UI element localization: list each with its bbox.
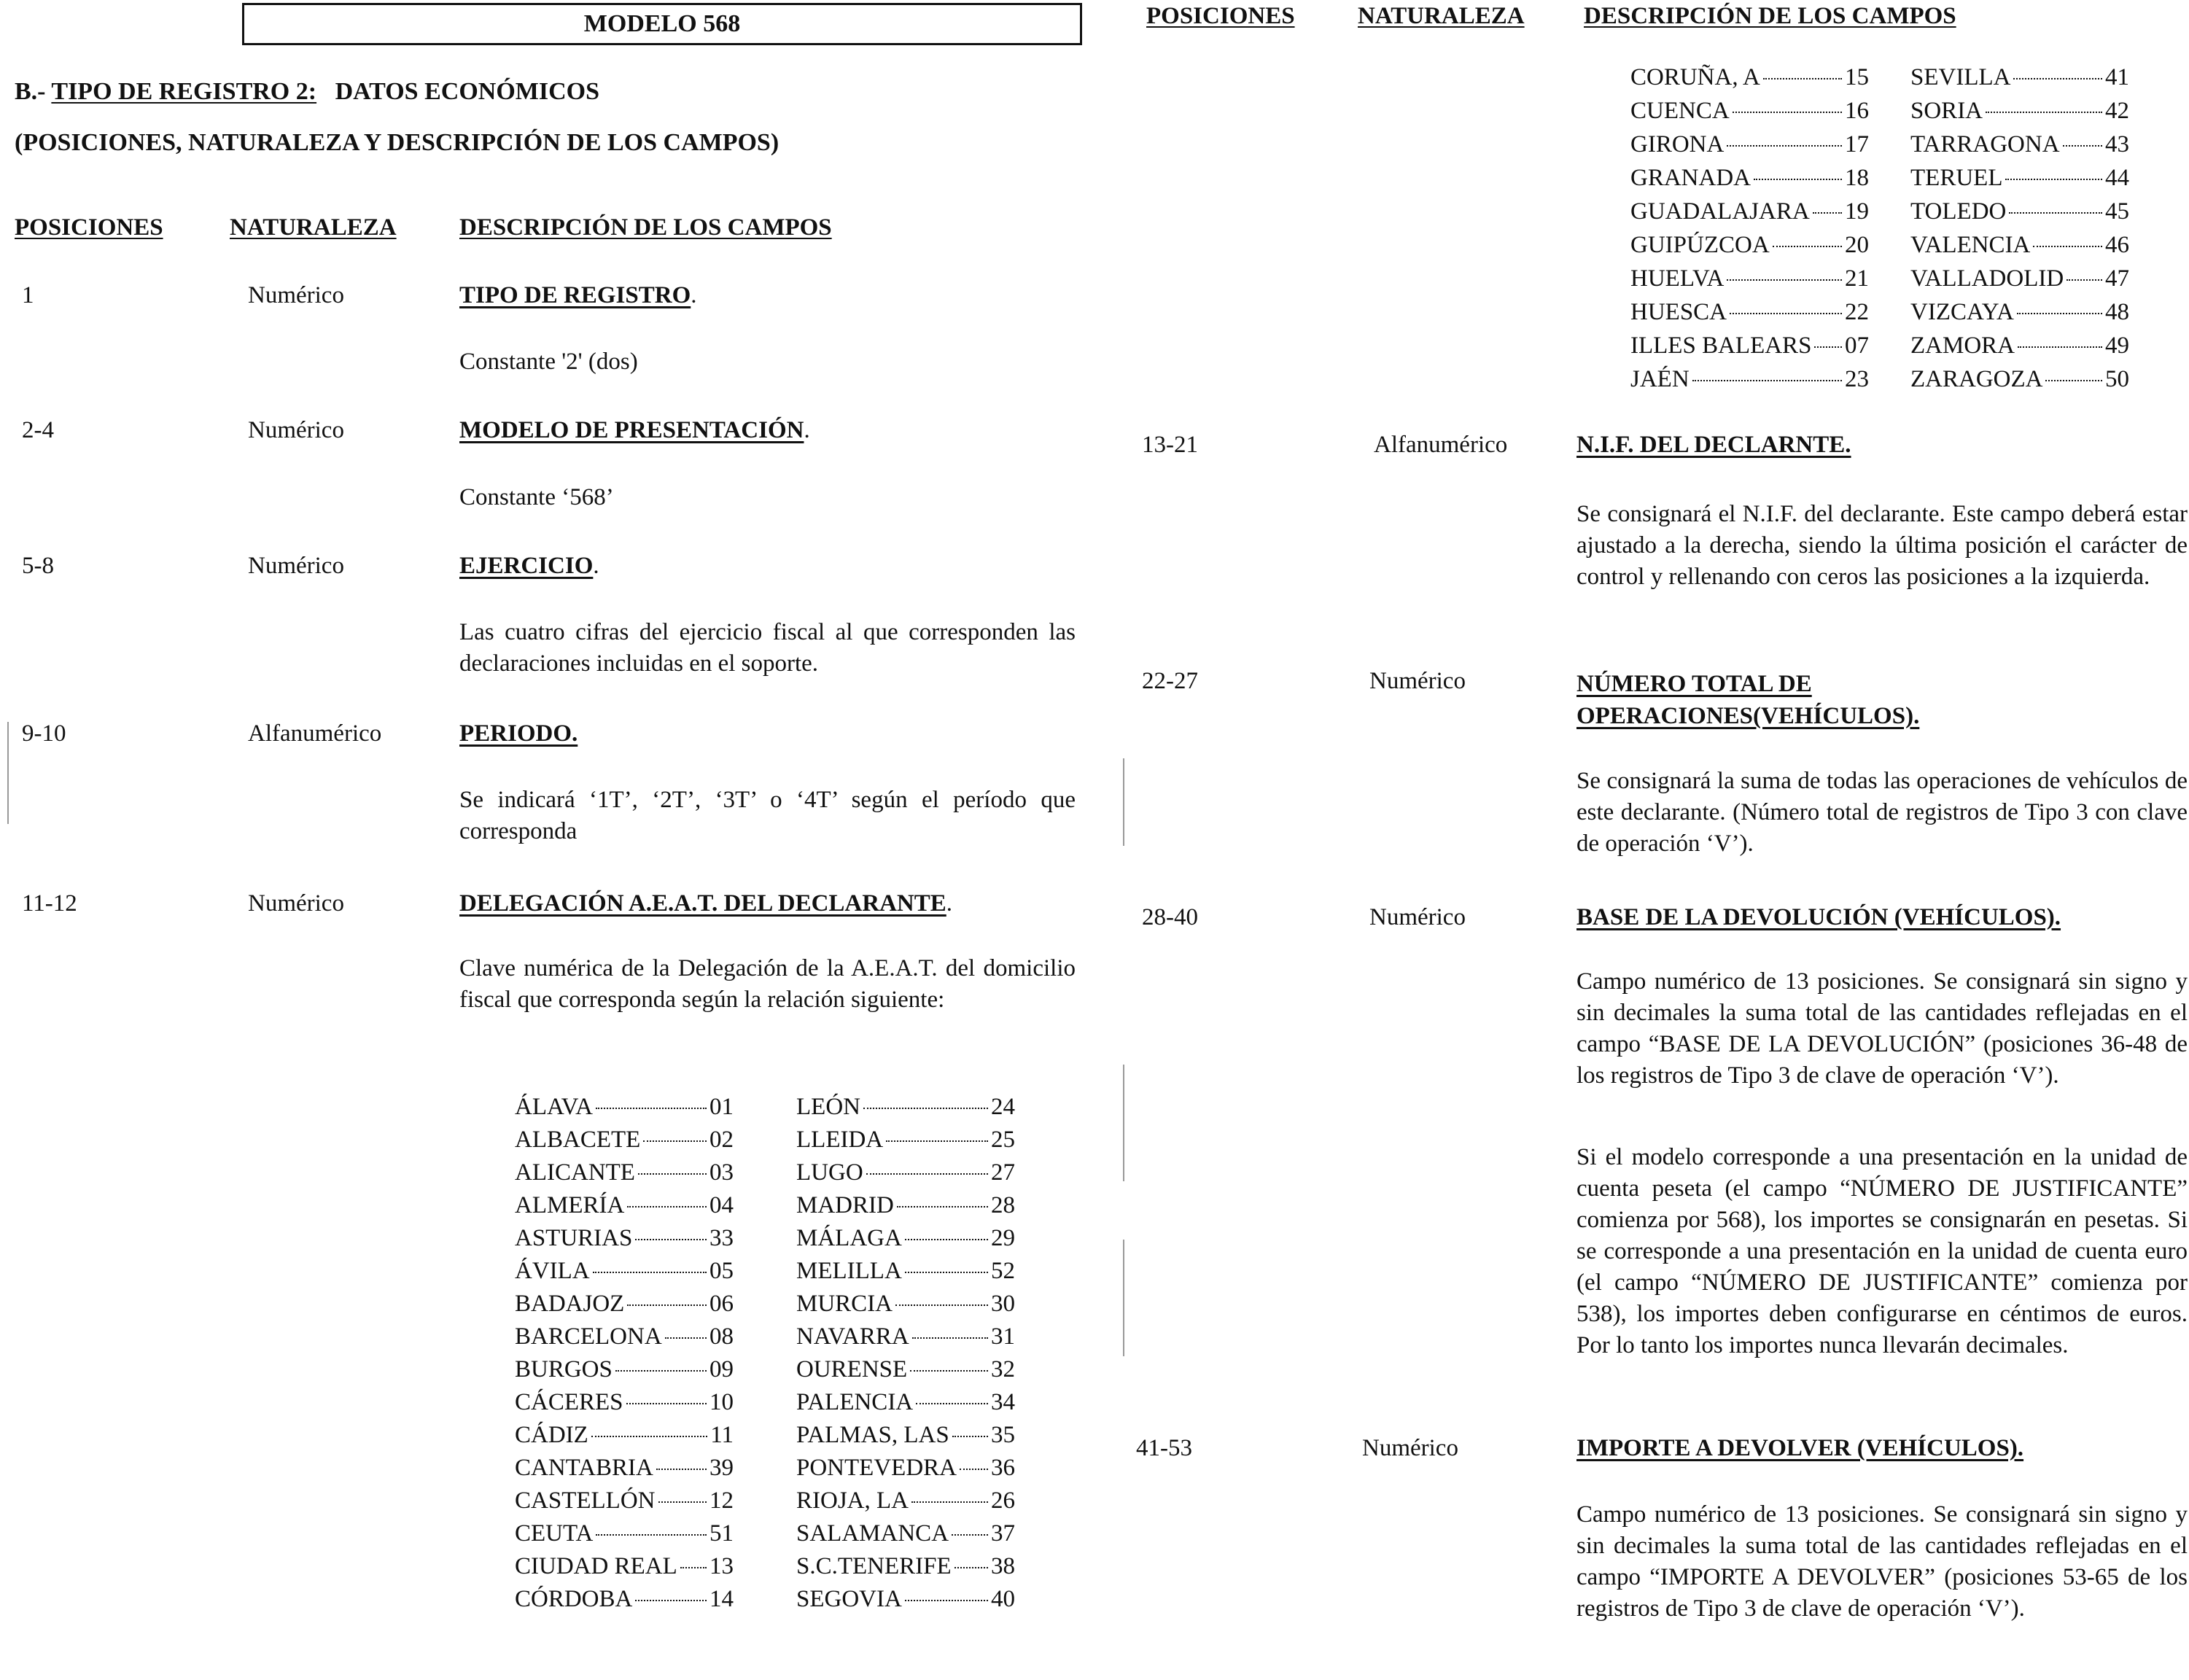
province-code: 50 <box>2105 366 2129 392</box>
province-name: ÁVILA <box>515 1258 590 1284</box>
dot-leader <box>1773 246 1842 247</box>
province-entry <box>1910 165 2129 198</box>
province-entry <box>796 1553 1015 1586</box>
province-name: S.C.TENERIFE <box>796 1553 952 1579</box>
province-entry <box>515 1586 734 1619</box>
dot-leader <box>658 1501 707 1503</box>
province-name: ZAMORA <box>1910 332 2015 359</box>
field-5-pos: 11-12 <box>22 890 77 917</box>
province-code: 13 <box>709 1553 734 1579</box>
province-entry <box>1630 198 1869 232</box>
province-entry <box>796 1258 1015 1291</box>
province-code: 36 <box>991 1455 1015 1481</box>
province-entry <box>515 1422 734 1455</box>
province-name: ÁLAVA <box>515 1094 593 1120</box>
province-entry <box>1630 332 1869 366</box>
field-8-pos: 28-40 <box>1142 904 1198 930</box>
province-code: 38 <box>991 1553 1015 1579</box>
province-code: 30 <box>991 1291 1015 1317</box>
dot-leader <box>2005 179 2102 180</box>
field-3-pos: 5-8 <box>22 553 54 579</box>
province-name: CÁDIZ <box>515 1422 588 1448</box>
field-7-pos: 22-27 <box>1142 668 1198 694</box>
section-name: TIPO DE REGISTRO 2: <box>51 78 317 105</box>
field-6-title-text: N.I.F. DEL DECLARNTE. <box>1576 432 1851 458</box>
province-code: 16 <box>1845 98 1869 124</box>
province-name: GUIPÚZCOA <box>1630 232 1770 258</box>
province-entry <box>796 1159 1015 1192</box>
province-name: CEUTA <box>515 1520 594 1547</box>
field-7-title-text: NÚMERO TOTAL DE OPERACIONES(VEHÍCULOS). <box>1576 671 1920 729</box>
province-name: PALMAS, LAS <box>796 1422 949 1448</box>
field-8-nat: Numérico <box>1369 904 1466 930</box>
province-entry <box>1910 366 2129 400</box>
province-name: BADAJOZ <box>515 1291 625 1317</box>
dot-leader <box>2063 145 2102 147</box>
province-entry <box>796 1389 1015 1422</box>
dot-leader <box>1733 112 1842 113</box>
province-name: CANTABRIA <box>515 1455 653 1481</box>
field-3-nat: Numérico <box>248 553 344 579</box>
province-name: MURCIA <box>796 1291 893 1317</box>
section-suffix: DATOS ECONÓMICOS <box>335 78 599 105</box>
province-entry <box>1630 98 1869 131</box>
province-entry <box>1910 64 2129 98</box>
field-4-desc: Se indicará ‘1T’, ‘2T’, ‘3T’ o ‘4T’ según el período que corresponda <box>459 787 1076 844</box>
province-name: CORUÑA, A <box>1630 64 1760 90</box>
field-8-desc2: Si el modelo corresponde a una presentación en la unidad de cuenta peseta (el campo “NÚMERO DE JUSTIFICANTE” comienza por 568), los importes se consignarán en pesetas. Si se corresponde a una presentación en la unidad de cuenta euro (el campo “NÚMERO DE JUSTIFICANTE” comienza por 538), los importes deben configurarse en céntimos de euros. Por lo tanto los importes nunca llevarán decimales. <box>1576 1144 2188 1358</box>
province-code: 02 <box>709 1127 734 1153</box>
province-entry <box>1630 265 1869 299</box>
province-name: GUADALAJARA <box>1630 198 1810 225</box>
province-code: 45 <box>2105 198 2129 225</box>
field-7-title <box>1576 668 1920 732</box>
dot-leader <box>905 1272 988 1273</box>
header-posiciones: POSICIONES <box>15 214 163 241</box>
province-entry <box>1630 232 1869 265</box>
dot-leader <box>905 1239 988 1240</box>
field-5-title-text: DELEGACIÓN A.E.A.T. DEL DECLARANTE <box>459 890 946 917</box>
dot-leader <box>1814 346 1842 348</box>
field-7-desc: Se consignará la suma de todas las operaciones de vehículos de este declarante. (Número total de registros de Tipo 3 con clave de operación ‘V’). <box>1576 768 2188 857</box>
province-name: ZARAGOZA <box>1910 366 2043 392</box>
province-entry <box>796 1455 1015 1488</box>
province-code: 42 <box>2105 98 2129 124</box>
province-name: PALENCIA <box>796 1389 914 1415</box>
dot-leader <box>627 1206 707 1208</box>
province-name: BARCELONA <box>515 1323 662 1350</box>
dot-leader <box>1727 145 1842 147</box>
province-code: 20 <box>1845 232 1869 258</box>
province-entry <box>515 1323 734 1356</box>
dot-leader <box>2017 313 2102 314</box>
dot-leader <box>2013 78 2102 79</box>
province-name: VIZCAYA <box>1910 299 2014 325</box>
dot-leader <box>1692 380 1842 381</box>
province-name: PONTEVEDRA <box>796 1455 957 1481</box>
province-entry <box>796 1422 1015 1455</box>
province-name: ILLES BALEARS <box>1630 332 1812 359</box>
right-header-naturaleza: NATURALEZA <box>1358 3 1525 29</box>
province-entry <box>796 1323 1015 1356</box>
dot-leader <box>627 1304 707 1306</box>
province-name: ALMERÍA <box>515 1192 625 1218</box>
province-code: 14 <box>709 1586 734 1612</box>
province-entry <box>796 1586 1015 1619</box>
field-3-desc: Las cuatro cifras del ejercicio fiscal al que corresponden las declaraciones incluidas en el soporte. <box>459 619 1076 677</box>
province-name: SEVILLA <box>1910 64 2011 90</box>
province-entry <box>1630 299 1869 332</box>
dot-leader <box>905 1600 988 1601</box>
field-2-desc: Constante ‘568’ <box>459 484 614 510</box>
province-entry <box>515 1356 734 1389</box>
province-name: LEÓN <box>796 1094 860 1120</box>
province-entry <box>515 1192 734 1225</box>
province-code: 22 <box>1845 299 1869 325</box>
field-3-title <box>459 553 599 580</box>
province-code: 06 <box>709 1291 734 1317</box>
dot-leader <box>863 1108 988 1109</box>
province-name: RIOJA, LA <box>796 1488 909 1514</box>
field-2-title-text: MODELO DE PRESENTACIÓN <box>459 417 804 443</box>
province-code: 34 <box>991 1389 1015 1415</box>
province-code: 35 <box>991 1422 1015 1448</box>
dot-leader <box>916 1403 988 1404</box>
dot-leader <box>680 1567 707 1568</box>
province-entry <box>515 1225 734 1258</box>
province-name: CÁCERES <box>515 1389 623 1415</box>
province-entry <box>1910 198 2129 232</box>
field-9-desc: Campo numérico de 13 posiciones. Se consignará sin signo y sin decimales la suma total de las cantidades reflejadas en el campo “IMPORTE A DEVOLVER” (posiciones 53-65 de los registros de Tipo 3 de clave de operación ‘V’). <box>1576 1501 2188 1622</box>
province-name: GIRONA <box>1630 131 1725 158</box>
province-code: 09 <box>709 1356 734 1382</box>
field-7-nat: Numérico <box>1369 668 1466 694</box>
dot-leader <box>596 1108 707 1109</box>
province-code: 31 <box>991 1323 1015 1350</box>
field-3-title-end: . <box>593 553 599 579</box>
dot-leader <box>615 1370 707 1372</box>
province-entry <box>796 1127 1015 1159</box>
field-1-desc: Constante '2' (dos) <box>459 349 638 375</box>
field-4-title-text: PERIODO. <box>459 720 578 747</box>
province-entry <box>796 1094 1015 1127</box>
province-name: ALICANTE <box>515 1159 635 1186</box>
scan-mark-center-3 <box>1123 1240 1124 1356</box>
dot-leader <box>665 1337 707 1339</box>
province-name: LUGO <box>796 1159 863 1186</box>
dot-leader <box>593 1272 707 1273</box>
field-1-title-text: TIPO DE REGISTRO <box>459 282 691 308</box>
section-subtitle: (POSICIONES, NATURALEZA Y DESCRIPCIÓN DE LOS CAMPOS) <box>15 129 779 156</box>
province-name: BURGOS <box>515 1356 613 1382</box>
province-entry <box>515 1389 734 1422</box>
dot-leader <box>2066 279 2102 281</box>
dot-leader <box>1813 212 1842 214</box>
field-1-title <box>459 282 697 309</box>
province-name: HUELVA <box>1630 265 1725 292</box>
province-code: 10 <box>709 1389 734 1415</box>
field-9-title <box>1576 1435 2023 1462</box>
field-9-nat: Numérico <box>1362 1435 1458 1461</box>
province-entry <box>1910 98 2129 131</box>
province-code: 33 <box>709 1225 734 1251</box>
province-code: 23 <box>1845 366 1869 392</box>
province-entry <box>1910 131 2129 165</box>
province-entry <box>1910 332 2129 366</box>
province-code: 24 <box>991 1094 1015 1120</box>
province-code: 52 <box>991 1258 1015 1284</box>
province-entry <box>796 1192 1015 1225</box>
header-naturaleza: NATURALEZA <box>230 214 397 241</box>
province-name: ALBACETE <box>515 1127 641 1153</box>
field-6-title <box>1576 432 1851 459</box>
province-name: OURENSE <box>796 1356 908 1382</box>
section-prefix: B.- <box>15 78 52 105</box>
field-1-pos: 1 <box>22 282 34 308</box>
province-code: 18 <box>1845 165 1869 191</box>
document-title: MODELO 568 <box>242 3 1082 45</box>
field-4-title <box>459 720 578 747</box>
province-code: 04 <box>709 1192 734 1218</box>
province-entry <box>1630 366 1869 400</box>
province-code: 44 <box>2105 165 2129 191</box>
field-6-nat: Alfanumérico <box>1374 432 1508 458</box>
dot-leader <box>596 1534 707 1536</box>
province-code: 01 <box>709 1094 734 1120</box>
province-name: MELILLA <box>796 1258 902 1284</box>
province-name: LLEIDA <box>796 1127 884 1153</box>
dot-leader <box>656 1469 707 1470</box>
province-name: SORIA <box>1910 98 1983 124</box>
field-5-desc: Clave numérica de la Delegación de la A.E.A.T. del domicilio fiscal que corresponda según la relación siguiente: <box>459 955 1076 1013</box>
dot-leader <box>2018 346 2102 348</box>
province-entry <box>796 1520 1015 1553</box>
province-code: 39 <box>709 1455 734 1481</box>
dot-leader <box>886 1140 988 1142</box>
field-3-title-text: EJERCICIO <box>459 553 594 579</box>
dot-leader <box>952 1534 988 1536</box>
province-code: 37 <box>991 1520 1015 1547</box>
province-name: VALENCIA <box>1910 232 2031 258</box>
header-descripcion: DESCRIPCIÓN DE LOS CAMPOS <box>459 214 832 241</box>
province-entry <box>515 1553 734 1586</box>
dot-leader <box>635 1600 707 1601</box>
province-code: 46 <box>2105 232 2129 258</box>
dot-leader <box>635 1239 707 1240</box>
field-2-title <box>459 417 810 444</box>
province-name: HUESCA <box>1630 299 1727 325</box>
field-8-title-text: BASE DE LA DEVOLUCIÓN (VEHÍCULOS). <box>1576 904 2061 930</box>
province-code: 49 <box>2105 332 2129 359</box>
province-entry <box>515 1127 734 1159</box>
dot-leader <box>960 1469 988 1470</box>
dot-leader <box>591 1436 707 1437</box>
province-name: CIUDAD REAL <box>515 1553 677 1579</box>
province-entry <box>1910 299 2129 332</box>
scan-mark-center-1 <box>1123 758 1124 846</box>
province-entry <box>515 1488 734 1520</box>
province-entry <box>515 1455 734 1488</box>
field-4-nat: Alfanumérico <box>248 720 382 747</box>
province-entry <box>796 1225 1015 1258</box>
province-code: 19 <box>1845 198 1869 225</box>
field-1-nat: Numérico <box>248 282 344 308</box>
dot-leader <box>1727 279 1842 281</box>
dot-leader <box>911 1501 988 1503</box>
province-name: NAVARRA <box>796 1323 909 1350</box>
province-entry <box>796 1291 1015 1323</box>
field-6-desc: Se consignará el N.I.F. del declarante. Este campo deberá estar ajustado a la derecha, siendo la última posición el carácter de control y rellenando con ceros las posiciones a la izquierda. <box>1576 501 2188 590</box>
province-code: 07 <box>1845 332 1869 359</box>
province-name: TARRAGONA <box>1910 131 2060 158</box>
province-entry <box>515 1291 734 1323</box>
province-entry <box>1910 232 2129 265</box>
province-code: 25 <box>991 1127 1015 1153</box>
dot-leader <box>954 1567 988 1568</box>
province-name: TERUEL <box>1910 165 2003 191</box>
dot-leader <box>897 1206 988 1208</box>
province-table-right <box>1630 64 2129 400</box>
province-entry <box>1630 64 1869 98</box>
dot-leader <box>1763 78 1842 79</box>
scan-mark-left <box>7 722 9 824</box>
province-entry <box>1630 165 1869 198</box>
field-2-title-end: . <box>804 417 810 443</box>
province-code: 21 <box>1845 265 1869 292</box>
dot-leader <box>895 1304 988 1306</box>
province-code: 27 <box>991 1159 1015 1186</box>
province-name: SEGOVIA <box>796 1586 902 1612</box>
field-6-pos: 13-21 <box>1142 432 1198 458</box>
province-name: SALAMANCA <box>796 1520 949 1547</box>
field-2-nat: Numérico <box>248 417 344 443</box>
province-code: 26 <box>991 1488 1015 1514</box>
province-code: 43 <box>2105 131 2129 158</box>
field-4-pos: 9-10 <box>22 720 66 747</box>
province-name: CUENCA <box>1630 98 1730 124</box>
dot-leader <box>910 1370 988 1372</box>
province-name: GRANADA <box>1630 165 1751 191</box>
province-name: MADRID <box>796 1192 894 1218</box>
dot-leader <box>952 1436 988 1437</box>
province-code: 41 <box>2105 64 2129 90</box>
province-entry <box>1630 131 1869 165</box>
province-name: ASTURIAS <box>515 1225 633 1251</box>
province-code: 17 <box>1845 131 1869 158</box>
right-header-descripcion: DESCRIPCIÓN DE LOS CAMPOS <box>1584 3 1956 29</box>
province-code: 40 <box>991 1586 1015 1612</box>
province-code: 32 <box>991 1356 1015 1382</box>
province-table-left <box>515 1094 1015 1619</box>
province-name: CASTELLÓN <box>515 1488 656 1514</box>
field-5-nat: Numérico <box>248 890 344 917</box>
province-entry <box>1910 265 2129 299</box>
dot-leader <box>912 1337 988 1339</box>
dot-leader <box>1986 112 2102 113</box>
dot-leader <box>866 1173 988 1175</box>
dot-leader <box>638 1173 707 1175</box>
field-2-pos: 2-4 <box>22 417 54 443</box>
dot-leader <box>626 1403 707 1404</box>
field-9-pos: 41-53 <box>1136 1435 1192 1461</box>
province-code: 08 <box>709 1323 734 1350</box>
province-code: 12 <box>709 1488 734 1514</box>
province-entry <box>515 1520 734 1553</box>
province-code: 47 <box>2105 265 2129 292</box>
province-name: JAÉN <box>1630 366 1690 392</box>
dot-leader <box>2045 380 2102 381</box>
dot-leader <box>2009 212 2102 214</box>
field-8-title <box>1576 904 2061 931</box>
scan-mark-center-2 <box>1123 1065 1124 1181</box>
province-code: 28 <box>991 1192 1015 1218</box>
dot-leader <box>1754 179 1842 180</box>
province-name: CÓRDOBA <box>515 1586 633 1612</box>
province-name: VALLADOLID <box>1910 265 2064 292</box>
field-9-title-text: IMPORTE A DEVOLVER (VEHÍCULOS). <box>1576 1435 2024 1461</box>
province-code: 03 <box>709 1159 734 1186</box>
province-entry <box>515 1094 734 1127</box>
province-code: 11 <box>710 1422 734 1448</box>
province-code: 15 <box>1845 64 1869 90</box>
field-5-title <box>459 890 952 917</box>
province-entry <box>515 1159 734 1192</box>
province-name: TOLEDO <box>1910 198 2007 225</box>
province-name: MÁLAGA <box>796 1225 902 1251</box>
province-entry <box>796 1488 1015 1520</box>
field-5-title-end: . <box>946 890 953 917</box>
province-code: 29 <box>991 1225 1015 1251</box>
province-code: 48 <box>2105 299 2129 325</box>
section-heading <box>15 78 599 106</box>
field-8-desc: Campo numérico de 13 posiciones. Se consignará sin signo y sin decimales la suma total de las cantidades reflejadas en el campo “BASE DE LA DEVOLUCIÓN” (posiciones 36-48 de los registros de Tipo 3 de clave de operación ‘V’). <box>1576 968 2188 1089</box>
province-entry <box>515 1258 734 1291</box>
province-code: 51 <box>709 1520 734 1547</box>
right-header-posiciones: POSICIONES <box>1146 3 1295 29</box>
dot-leader <box>643 1140 707 1142</box>
dot-leader <box>1730 313 1842 314</box>
dot-leader <box>2033 246 2102 247</box>
province-code: 05 <box>709 1258 734 1284</box>
field-1-title-end: . <box>691 282 697 308</box>
province-entry <box>796 1356 1015 1389</box>
